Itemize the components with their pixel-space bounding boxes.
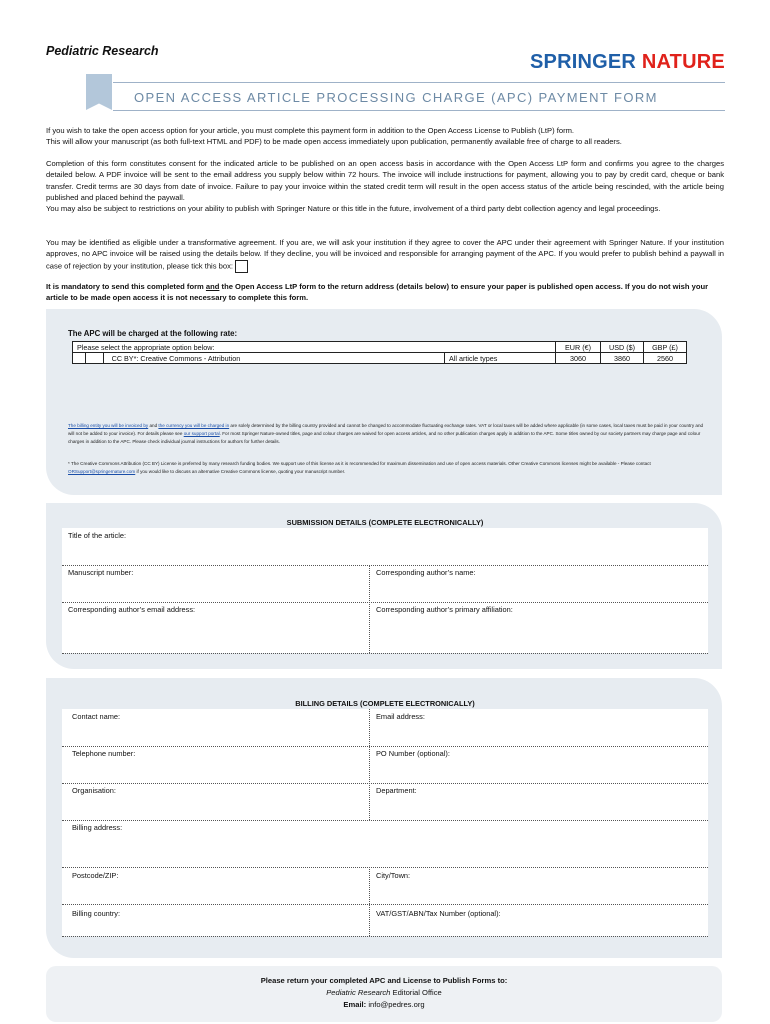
fine2-pre: * The Creative Commons Attribution (CC BY) License is preferred by many research funding bodies. We support use of this license as it is recommended for maximum dissemination and use of open access materials. Other Creative Commons licenses might be available - Please contact (68, 461, 651, 466)
billing-column-divider-bottom (369, 867, 370, 936)
footer-journal-name: Pediatric Research (326, 988, 391, 997)
intro-p1: If you wish to take the open access option for your article, you must complete this payment form in addition to the Open Access License to Publish (LtP) form. (46, 126, 575, 135)
submission-divider-1 (62, 565, 708, 566)
contact-name-label: Contact name: (72, 712, 121, 721)
manuscript-number-label: Manuscript number: (68, 568, 134, 577)
submission-divider-2 (62, 602, 708, 603)
fine1-rest2: . For most Springer Nature-owned titles, page and colour charges are waived for open access articles, and no other publication charges apply in addition to the APC. Some titles owned by our society partners may charge page and colour charges in addition to the APC. Please check individual journal instructions for authors for further details. (68, 430, 701, 444)
price-gbp: 2560 (644, 353, 687, 364)
mandatory-and: and (205, 282, 220, 291)
support-portal-link[interactable]: our support portal (183, 430, 220, 436)
fine1-and: and (148, 423, 159, 428)
intro-paragraph-1 (46, 125, 724, 148)
city-label: City/Town: (376, 871, 411, 880)
paywall-opt-out-checkbox[interactable] (235, 260, 248, 273)
billing-title: BILLING DETAILS (COMPLETE ELECTRONICALLY) (295, 699, 475, 708)
author-email-field[interactable] (62, 615, 368, 651)
email-field[interactable] (372, 722, 708, 744)
billing-divider-5 (62, 904, 708, 905)
contact-name-field[interactable] (62, 722, 368, 744)
currency-eur: EUR (€) (556, 342, 601, 353)
apc-rate-table (72, 341, 687, 364)
submission-divider-3 (62, 653, 708, 654)
organisation-label: Organisation: (72, 786, 116, 795)
billing-address-label: Billing address: (72, 823, 123, 832)
fine2-post: if you would like to discuss an alternative Creative Commons license, quoting your manuscript number. (135, 468, 346, 474)
billing-country-field[interactable] (62, 919, 368, 935)
author-affiliation-label: Corresponding author’s primary affiliation: (376, 605, 513, 614)
cc-by-footnote (68, 460, 704, 476)
submission-title: SUBMISSION DETAILS (COMPLETE ELECTRONICALLY) (286, 518, 484, 527)
or-support-email-link[interactable]: ORSupport@springernature.com (68, 468, 136, 474)
billing-divider-3 (62, 820, 708, 821)
price-usd: 3860 (601, 353, 644, 364)
cc-by-checkbox[interactable] (85, 353, 103, 364)
billing-country-label: Billing country: (72, 909, 121, 918)
billing-divider-4 (62, 867, 708, 868)
submission-column-divider (369, 565, 370, 653)
author-email-label: Corresponding author’s email address: (68, 605, 196, 614)
footer-email-address[interactable]: info@pedres.org (366, 1000, 425, 1009)
billing-column-divider-top (369, 709, 370, 820)
rate-instruction: Please select the appropriate option below: (73, 342, 556, 353)
billing-divider-6 (62, 936, 708, 937)
mandatory-post: the Open Access LtP form to the return address (details below) to ensure your paper is published open access. If you do not wish your article to be made open access it is not necessary to complete this form. (46, 282, 709, 303)
mandatory-pre: It is mandatory to send this completed form (46, 282, 206, 291)
telephone-label: Telephone number: (72, 749, 136, 758)
currency-gbp: GBP (£) (644, 342, 687, 353)
email-label: Email address: (376, 712, 425, 721)
tax-number-label: VAT/GST/ABN/Tax Number (optional): (376, 909, 501, 918)
manuscript-number-field[interactable] (62, 578, 368, 600)
intro-paragraph-3 (46, 237, 724, 273)
author-affiliation-field[interactable] (372, 615, 708, 651)
telephone-field[interactable] (62, 759, 368, 781)
currency-usd: USD ($) (601, 342, 644, 353)
rate-title: The APC will be charged at the following rate: (68, 329, 238, 338)
author-name-field[interactable] (372, 578, 708, 600)
po-number-label: PO Number (optional): (376, 749, 450, 758)
footer-office-label: Editorial Office (390, 988, 442, 997)
license-name: CC BY*: Creative Commons - Attribution (103, 353, 444, 364)
po-number-field[interactable] (372, 759, 708, 781)
intro-p3: You may be identified as eligible under a transformative agreement. If you are, we will ask your institution if they agree to cover the APC under their agreement with Springer Nature. If your institution approves, no APC invoice will be raised using the details below. If they decline, you will be invoiced and responsible for arranging payment of the APC. If you would prefer to publish behind a paywall in case of rejection by your institution, please tick this box: (46, 238, 724, 271)
department-field[interactable] (372, 796, 708, 818)
footer-email (46, 1000, 722, 1009)
billing-divider-2 (62, 783, 708, 784)
currency-link[interactable]: the currency you will be charged in (158, 423, 230, 428)
bookmark-icon (86, 74, 112, 110)
footer-email-label: Email: (343, 1000, 367, 1009)
fine1-rest: are solely determined by the billing country provided and cannot be changed to accommodate fluctuating exchange rates. VAT or local taxes will be added where applicable (in some cases, local taxes must be paid in your country and will not be added to your invoice). For details please see (68, 423, 704, 436)
title-rule-top (113, 82, 725, 83)
department-label: Department: (376, 786, 417, 795)
billing-divider-1 (62, 746, 708, 747)
postcode-field[interactable] (62, 881, 368, 903)
return-address-box (46, 966, 722, 1022)
billing-address-field[interactable] (62, 833, 708, 865)
logo-part-springer: SPRINGER (530, 51, 637, 73)
organisation-field[interactable] (62, 796, 368, 818)
article-types: All article types (445, 353, 556, 364)
billing-entity-note (68, 422, 704, 445)
tax-number-field[interactable] (372, 919, 708, 935)
logo-part-nature: NATURE (641, 51, 725, 73)
springer-nature-logo (530, 51, 725, 74)
form-title: OPEN ACCESS ARTICLE PROCESSING CHARGE (APC) PAYMENT FORM (134, 90, 658, 105)
intro-p1b: This will allow your manuscript (as both full-text HTML and PDF) to be made open access immediately upon publication, permanently available free of charge to all readers. (46, 137, 622, 147)
author-name-label: Corresponding author’s name: (376, 568, 476, 577)
article-title-field[interactable] (62, 540, 708, 564)
title-rule-bottom (113, 110, 725, 111)
intro-p2: Completion of this form constitutes consent for the indicated article to be published on an open access basis in accordance with the Open Access LtP form and confirms you agree to the charges detailed below. A PDF invoice will be sent to the email address you supply below within 72 hours. The invoice will include instructions for payment, allowing you to pay by credit card, cheque or bank transfer. Credit terms are 30 days from date of invoice. Failure to pay your invoice within the stated credit term will result in the open access status of the article being rescinded, with the article being published and placed behind the paywall. (46, 159, 724, 202)
return-instructions: Please return your completed APC and License to Publish Forms to: (260, 976, 508, 985)
intro-p2b: You may also be subject to restrictions on your ability to publish with Springer Nature or this title in the future, involvement of a third party debt collection agency and legal proceedings. (46, 204, 661, 214)
journal-name: Pediatric Research (46, 44, 159, 58)
postcode-label: Postcode/ZIP: (72, 871, 119, 880)
editorial-office (46, 988, 722, 997)
rate-spacer (73, 353, 86, 364)
intro-paragraph-2 (46, 158, 724, 214)
article-title-label: Title of the article: (68, 531, 127, 540)
city-field[interactable] (372, 881, 708, 903)
billing-entity-link[interactable]: The billing entity you will be invoiced by (68, 423, 149, 428)
price-eur: 3060 (556, 353, 601, 364)
mandatory-notice (46, 281, 724, 304)
